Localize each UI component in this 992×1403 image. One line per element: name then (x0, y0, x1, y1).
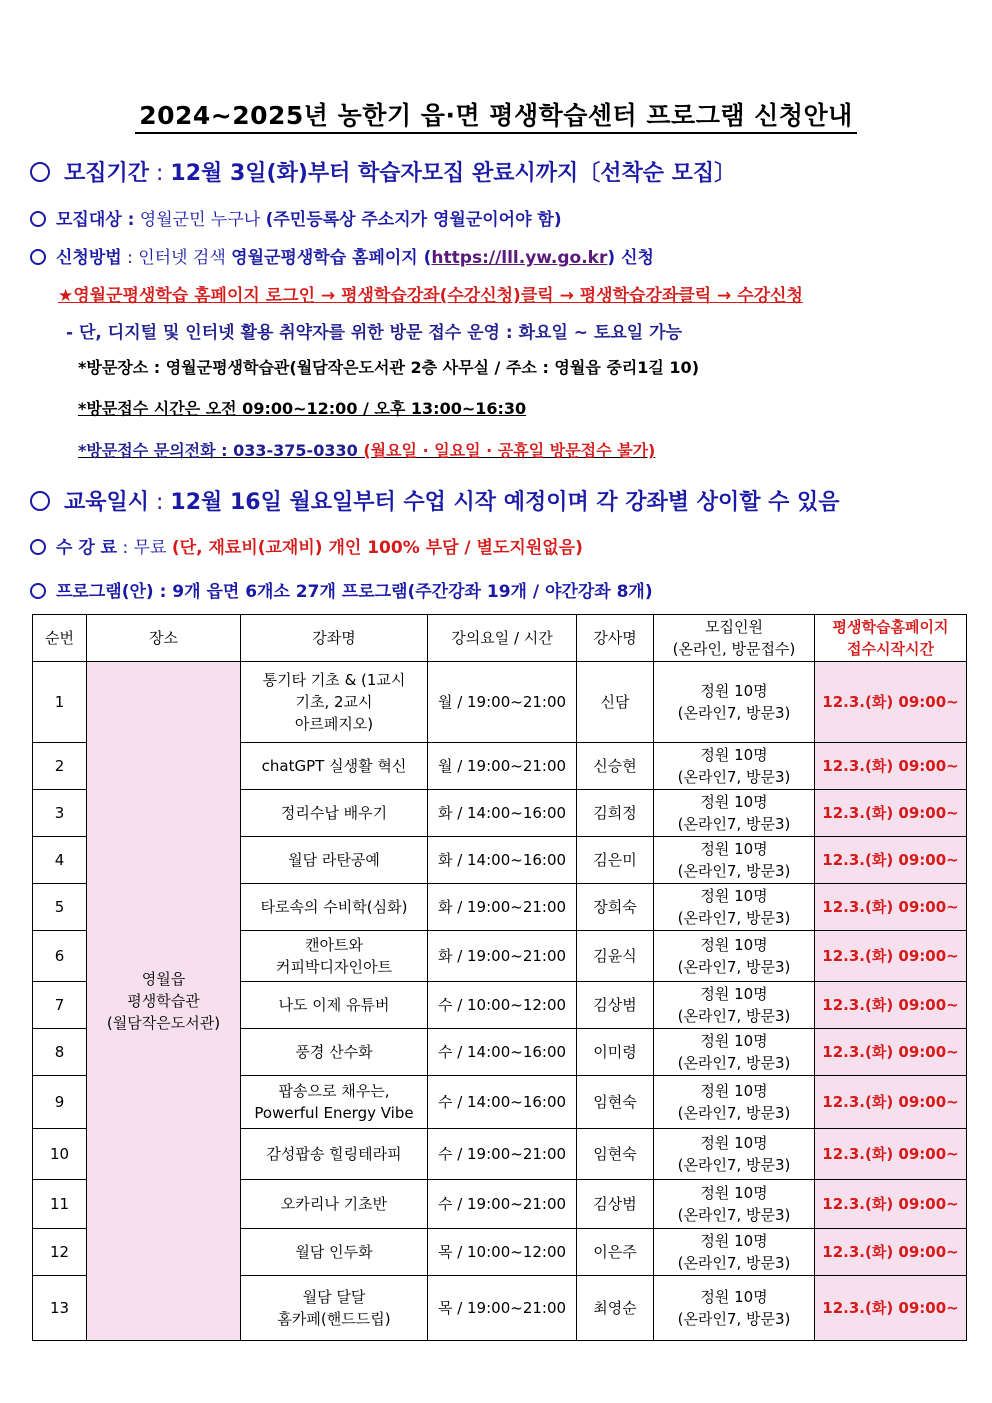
capacity-line: 정원 10명 (700, 985, 768, 1003)
application-steps: ★영월군평생학습 홈페이지 로그인 → 평생학습강좌(수강신청)클릭 → 평생학습강좌클릭 → 수강신청 (58, 286, 803, 306)
visit-time: *방문접수 시간은 오전 09:00~12:00 / 오후 13:00~16:30 (78, 399, 527, 418)
cell-capacity (654, 982, 815, 1029)
cell-start-time: 12.3.(화) 09:00~ (815, 1029, 967, 1076)
cell-no: 9 (33, 1076, 87, 1129)
course-line: 홈카페(핸드드립) (277, 1310, 391, 1328)
course-line: 아르페지오) (294, 715, 374, 733)
cell-instructor: 김상범 (577, 1180, 654, 1229)
cell-instructor: 장희숙 (577, 884, 654, 931)
cell-place (87, 662, 241, 1341)
cell-no: 12 (33, 1229, 87, 1276)
cell-capacity (654, 662, 815, 743)
cell-instructor: 김희정 (577, 790, 654, 837)
course-line: 월담 라탄공예 (288, 851, 380, 869)
capacity-line: 정원 10명 (700, 936, 768, 954)
cell-no: 10 (33, 1129, 87, 1180)
cell-capacity (654, 743, 815, 790)
course-line: 타로속의 수비학(심화) (260, 898, 408, 916)
capacity-line: 정원 10명 (700, 840, 768, 858)
cell-capacity (654, 1129, 815, 1180)
header-start-time: 평생학습홈페이지 접수시작시간 (815, 615, 967, 662)
cell-instructor: 이은주 (577, 1229, 654, 1276)
capacity-line: (온라인7, 방문3) (677, 958, 791, 976)
cell-no: 8 (33, 1029, 87, 1076)
cell-course (241, 790, 428, 837)
capacity-line: (온라인7, 방문3) (677, 909, 791, 927)
cell-no: 3 (33, 790, 87, 837)
capacity-line: (온라인7, 방문3) (677, 815, 791, 833)
cell-instructor: 김은미 (577, 837, 654, 884)
method-line: 신청방법 : 인터넷 검색 영월군평생학습 홈페이지 (https://lll.yw.go.kr) 신청 (30, 243, 654, 268)
cell-start-time: 12.3.(화) 09:00~ (815, 1229, 967, 1276)
fee-line: 수 강 료 : 무료 (단, 재료비(교재비) 개인 100% 부담 / 별도지원없음) (30, 533, 583, 558)
homepage-link[interactable]: https://lll.yw.go.kr (431, 248, 608, 268)
cell-course (241, 1029, 428, 1076)
cell-no: 5 (33, 884, 87, 931)
capacity-line: (온라인7, 방문3) (677, 1206, 791, 1224)
cell-start-time: 12.3.(화) 09:00~ (815, 1076, 967, 1129)
cell-schedule: 화 / 14:00~16:00 (428, 837, 577, 884)
cell-schedule: 월 / 19:00~21:00 (428, 743, 577, 790)
capacity-line: 정원 10명 (700, 1134, 768, 1152)
circle-bullet-icon (30, 583, 46, 599)
capacity-line: 정원 10명 (700, 1232, 768, 1250)
course-line: 팝송으로 채우는, (278, 1082, 390, 1100)
cell-schedule: 화 / 14:00~16:00 (428, 790, 577, 837)
cell-instructor: 최영순 (577, 1276, 654, 1341)
cell-instructor: 김윤식 (577, 931, 654, 982)
capacity-line: (온라인7, 방문3) (677, 704, 791, 722)
header-instructor: 강사명 (577, 615, 654, 662)
cell-no: 7 (33, 982, 87, 1029)
visit-note: - 단, 디지털 및 인터넷 활용 취약자를 위한 방문 접수 운영 : 화요일 ~ 토요일 가능 (66, 323, 682, 343)
place-line: 평생학습관 (127, 992, 200, 1010)
program-table (32, 614, 967, 1341)
cell-course (241, 931, 428, 982)
course-line: 커피박디자인아트 (276, 958, 392, 976)
cell-start-time: 12.3.(화) 09:00~ (815, 1129, 967, 1180)
cell-capacity (654, 884, 815, 931)
cell-schedule: 수 / 10:00~12:00 (428, 982, 577, 1029)
cell-schedule: 화 / 19:00~21:00 (428, 884, 577, 931)
circle-bullet-icon (30, 211, 46, 227)
cell-start-time: 12.3.(화) 09:00~ (815, 1180, 967, 1229)
capacity-line: (온라인7, 방문3) (677, 1054, 791, 1072)
cell-instructor: 신승현 (577, 743, 654, 790)
cell-schedule: 수 / 19:00~21:00 (428, 1180, 577, 1229)
cell-start-time: 12.3.(화) 09:00~ (815, 884, 967, 931)
course-line: Powerful Energy Vibe (254, 1104, 414, 1122)
cell-no: 1 (33, 662, 87, 743)
header-place: 장소 (87, 615, 241, 662)
cell-instructor: 이미령 (577, 1029, 654, 1076)
course-line: 풍경 산수화 (295, 1043, 373, 1061)
cell-start-time: 12.3.(화) 09:00~ (815, 790, 967, 837)
cell-start-time: 12.3.(화) 09:00~ (815, 1276, 967, 1341)
cell-schedule: 화 / 19:00~21:00 (428, 931, 577, 982)
cell-course (241, 837, 428, 884)
course-line: 정리수납 배우기 (280, 804, 388, 822)
circle-bullet-icon (30, 491, 50, 511)
course-line: 기초, 2교시 (295, 693, 373, 711)
capacity-line: 정원 10명 (700, 1032, 768, 1050)
capacity-line: 정원 10명 (700, 746, 768, 764)
cell-capacity (654, 1029, 815, 1076)
capacity-line: 정원 10명 (700, 1288, 768, 1306)
header-capacity: 모집인원 (온라인, 방문접수) (654, 615, 815, 662)
cell-course (241, 1276, 428, 1341)
program-line: 프로그램(안) : 9개 읍면 6개소 27개 프로그램(주간강좌 19개 / 야간강좌 8개) (30, 577, 653, 602)
cell-schedule: 목 / 19:00~21:00 (428, 1276, 577, 1341)
target-line: 모집대상 : 영월군민 누구나 (주민등록상 주소지가 영월군이어야 함) (30, 205, 562, 230)
place-line: 영월읍 (141, 970, 186, 988)
place-line: (월담작은도서관) (106, 1014, 221, 1032)
capacity-line: (온라인7, 방문3) (677, 1310, 791, 1328)
header-schedule: 강의요일 / 시간 (428, 615, 577, 662)
cell-capacity (654, 1229, 815, 1276)
capacity-line: (온라인7, 방문3) (677, 1104, 791, 1122)
cell-no: 13 (33, 1276, 87, 1341)
cell-start-time: 12.3.(화) 09:00~ (815, 982, 967, 1029)
visit-phone: *방문접수 문의전화 : 033-375-0330 (월요일 · 일요일 · 공휴일 방문접수 불가) (78, 441, 656, 460)
course-line: 오카리나 기초반 (280, 1195, 388, 1213)
capacity-line: 정원 10명 (700, 1184, 768, 1202)
cell-no: 2 (33, 743, 87, 790)
cell-course (241, 982, 428, 1029)
capacity-line: (온라인7, 방문3) (677, 862, 791, 880)
cell-instructor: 임현숙 (577, 1129, 654, 1180)
cell-course (241, 743, 428, 790)
cell-capacity (654, 1276, 815, 1341)
visit-place: *방문장소 : 영월군평생학습관(월담작은도서관 2층 사무실 / 주소 : 영월읍 중리1길 10) (78, 358, 700, 377)
course-line: 월담 달달 (302, 1288, 366, 1306)
edu-date-line: 교육일시 : 12월 16일 월요일부터 수업 시작 예정이며 각 강좌별 상이할 수 있음 (30, 485, 840, 516)
cell-capacity (654, 1076, 815, 1129)
cell-schedule: 수 / 14:00~16:00 (428, 1076, 577, 1129)
circle-bullet-icon (30, 249, 46, 265)
cell-instructor: 신담 (577, 662, 654, 743)
cell-no: 6 (33, 931, 87, 982)
course-line: 캔아트와 (305, 936, 363, 954)
table-row (33, 662, 967, 743)
cell-course (241, 884, 428, 931)
capacity-line: (온라인7, 방문3) (677, 1007, 791, 1025)
circle-bullet-icon (30, 162, 50, 182)
course-line: 나도 이제 유튜버 (278, 996, 390, 1014)
page-title: 2024~2025년 농한기 읍·면 평생학습센터 프로그램 신청안내 (0, 96, 992, 132)
cell-schedule: 목 / 10:00~12:00 (428, 1229, 577, 1276)
cell-schedule: 수 / 19:00~21:00 (428, 1129, 577, 1180)
capacity-line: 정원 10명 (700, 682, 768, 700)
cell-no: 4 (33, 837, 87, 884)
capacity-line: 정원 10명 (700, 793, 768, 811)
capacity-line: (온라인7, 방문3) (677, 1156, 791, 1174)
table-header-row (33, 615, 967, 662)
cell-course (241, 1180, 428, 1229)
cell-capacity (654, 837, 815, 884)
cell-capacity (654, 931, 815, 982)
cell-no: 11 (33, 1180, 87, 1229)
header-no: 순번 (33, 615, 87, 662)
cell-instructor: 김상범 (577, 982, 654, 1029)
cell-capacity (654, 790, 815, 837)
cell-capacity (654, 1180, 815, 1229)
course-line: 월담 인두화 (295, 1243, 373, 1261)
course-line: chatGPT 실생활 혁신 (261, 757, 407, 775)
cell-schedule: 월 / 19:00~21:00 (428, 662, 577, 743)
cell-instructor: 임현숙 (577, 1076, 654, 1129)
cell-schedule: 수 / 14:00~16:00 (428, 1029, 577, 1076)
recruit-period-line: 모집기간 : 12월 3일(화)부터 학습자모집 완료시까지〔선착순 모집〕 (30, 156, 736, 187)
course-line: 통기타 기초 & (1교시 (262, 671, 406, 689)
course-line: 감성팝송 힐링테라피 (266, 1145, 402, 1163)
cell-course (241, 1229, 428, 1276)
cell-start-time: 12.3.(화) 09:00~ (815, 931, 967, 982)
capacity-line: 정원 10명 (700, 887, 768, 905)
cell-course (241, 1076, 428, 1129)
cell-course (241, 662, 428, 743)
cell-start-time: 12.3.(화) 09:00~ (815, 662, 967, 743)
circle-bullet-icon (30, 539, 46, 555)
capacity-line: 정원 10명 (700, 1082, 768, 1100)
cell-start-time: 12.3.(화) 09:00~ (815, 743, 967, 790)
cell-course (241, 1129, 428, 1180)
header-course: 강좌명 (241, 615, 428, 662)
capacity-line: (온라인7, 방문3) (677, 1254, 791, 1272)
cell-start-time: 12.3.(화) 09:00~ (815, 837, 967, 884)
capacity-line: (온라인7, 방문3) (677, 768, 791, 786)
